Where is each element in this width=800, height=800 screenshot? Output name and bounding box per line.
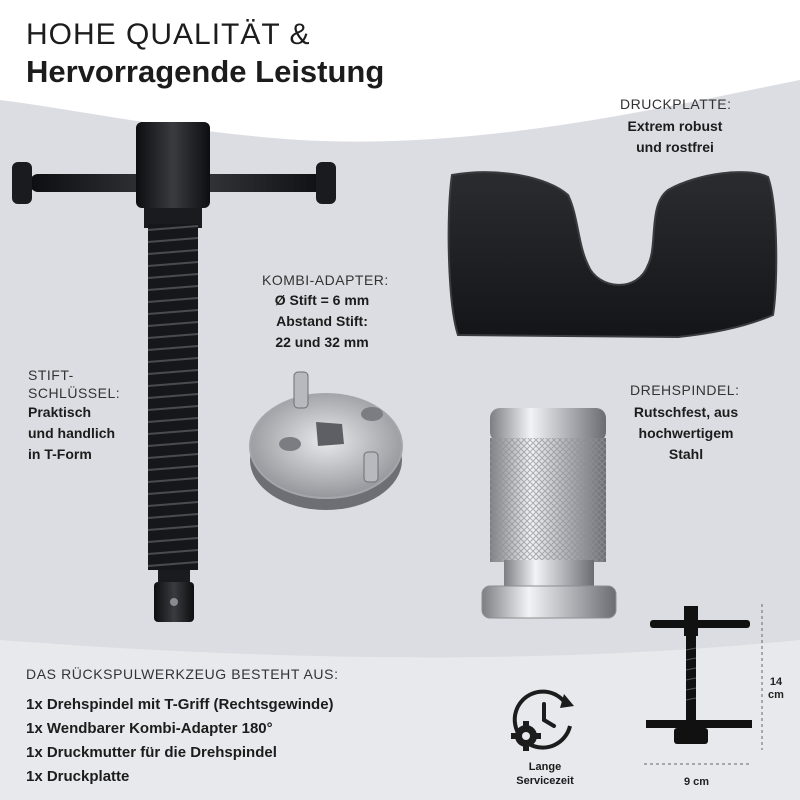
kombi-adapter-image (246, 364, 406, 514)
stiftschluessel-line-3: in T-Form (28, 446, 92, 462)
stiftschluessel-caption-line-2: SCHLÜSSEL: (28, 385, 121, 401)
stiftschluessel-line-2: und handlich (28, 425, 116, 441)
kombi-adapter-line-2: Abstand Stift: (276, 313, 368, 329)
service-label (502, 760, 588, 788)
druckplatte-line-2: und rostfrei (636, 139, 714, 155)
drehspindel-line-2: hochwertigem (638, 425, 734, 441)
druckplatte-image (438, 165, 780, 345)
stiftschluessel-description (28, 402, 115, 465)
drehspindel-line-3: Stahl (668, 446, 704, 462)
drehspindel-nut-image (476, 404, 622, 624)
drehspindel-line-1: Rutschfest, aus (633, 404, 739, 420)
kombi-adapter-description (252, 290, 392, 353)
stiftschluessel-caption-line-1: STIFT- (28, 367, 74, 383)
list-item: 1x Drehspindel mit T-Griff (Rechtsgewinde) (26, 696, 334, 713)
width-dimension: 9 cm (684, 776, 710, 788)
title-line-1: HOHE QUALITÄT & (26, 18, 311, 51)
contents-heading: DAS RÜCKSPULWERKZEUG BESTEHT AUS: (26, 666, 339, 682)
height-dimension (768, 676, 784, 702)
druckplatte-description (600, 116, 750, 158)
stiftschluessel-line-1: Praktisch (28, 404, 92, 420)
stiftschluessel-caption (28, 366, 120, 402)
list-item: 1x Wendbarer Kombi-Adapter 180° (26, 720, 273, 737)
title-line-2: Hervorragende Leistung (26, 54, 385, 89)
service-line-1: Lange (528, 761, 562, 773)
height-value: 14 (769, 676, 783, 688)
druckplatte-line-1: Extrem robust (627, 118, 723, 134)
height-unit: cm (768, 689, 784, 701)
kombi-adapter-caption: KOMBI-ADAPTER: (262, 272, 389, 288)
clock-gear-icon (508, 684, 580, 756)
list-item: 1x Druckmutter für die Drehspindel (26, 744, 277, 761)
list-item: 1x Druckplatte (26, 768, 130, 785)
service-line-2: Servicezeit (516, 775, 574, 787)
drehspindel-caption: DREHSPINDEL: (630, 382, 740, 398)
druckplatte-caption: DRUCKPLATTE: (620, 96, 732, 112)
kombi-adapter-line-1: Ø Stift = 6 mm (274, 292, 370, 308)
contents-list (26, 693, 334, 789)
dimension-drawing (638, 600, 768, 780)
drehspindel-description (616, 402, 756, 465)
kombi-adapter-line-3: 22 und 32 mm (275, 334, 369, 350)
